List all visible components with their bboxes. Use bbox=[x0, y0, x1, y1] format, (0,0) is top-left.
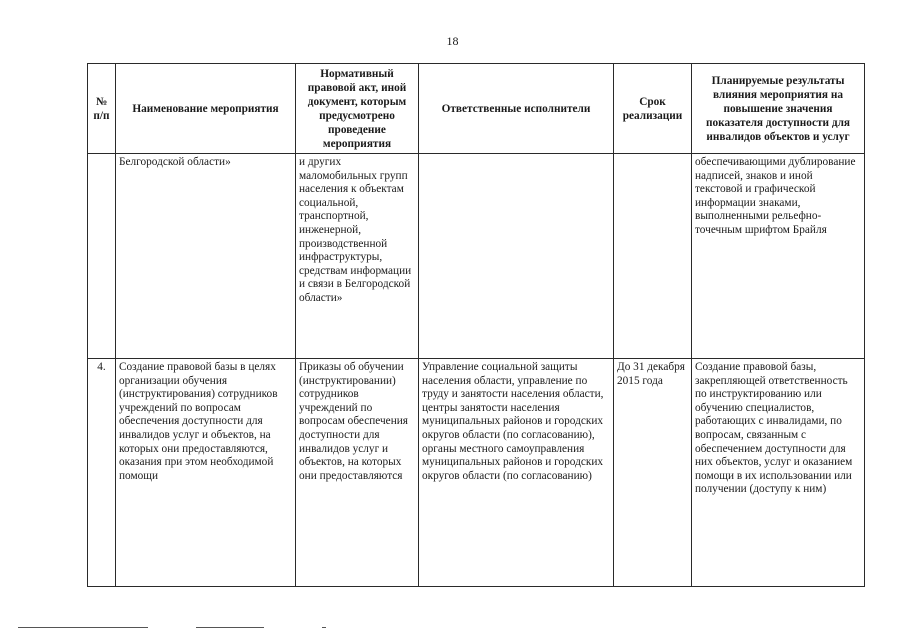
cell-results: обеспечивающими дублирование надписей, знаков и иной текстовой и графической информации знаками, выполненными рельефно-точечным шрифтом Брайля bbox=[692, 154, 865, 359]
cell-results: Создание правовой базы, закрепляющей ответственность по инструктированию или обучению специалистов, работающих с инвалидами, по вопросам, связанным с обеспечением доступности для них объектов, услуг и оказанием помощи в их использовании или получении (доступу к ним) bbox=[692, 359, 865, 587]
table-row bbox=[88, 359, 865, 587]
cell-executors: Управление социальной защиты населения области, управление по труду и занятости населения области, центры занятости населения муниципальных районов и городских округов области (по согласованию), органы местного самоуправления муниципальных районов и городских округов области (по согласованию) bbox=[419, 359, 614, 587]
activities-table bbox=[87, 63, 865, 587]
cell-name: Белгородской области» bbox=[116, 154, 296, 359]
scan-artifact-line bbox=[196, 627, 264, 628]
table-row bbox=[88, 154, 865, 359]
cell-normative-act: Приказы об обучении (инструктировании) сотрудников учреждений по вопросам обеспечения доступности для инвалидов услуг и объектов, на которых они предоставляются bbox=[296, 359, 419, 587]
header-deadline: Срок реализации bbox=[614, 64, 692, 154]
cell-name: Создание правовой базы в целях организации обучения (инструктирования) сотрудников учреждений по вопросам обеспечения доступности для инвалидов услуг и объектов, на которых они предоставляются, оказания при этом необходимой помощи bbox=[116, 359, 296, 587]
cell-deadline: До 31 декабря 2015 года bbox=[614, 359, 692, 587]
header-results: Планируемые результаты влияния мероприятия на повышение значения показателя доступности для инвалидов объектов и услуг bbox=[692, 64, 865, 154]
cell-deadline bbox=[614, 154, 692, 359]
table-header-row bbox=[88, 64, 865, 154]
header-name: Наименование мероприятия bbox=[116, 64, 296, 154]
page-number: 18 bbox=[446, 34, 459, 48]
header-num: № п/п bbox=[88, 64, 116, 154]
header-executors: Ответственные исполнители bbox=[419, 64, 614, 154]
cell-executors bbox=[419, 154, 614, 359]
scan-artifact-line bbox=[18, 627, 148, 628]
scan-artifact-line bbox=[322, 627, 326, 628]
cell-normative-act: и других маломобильных групп населения к объектам социальной, транспортной, инженерной, производственной инфраструктуры, средствам информации и связи в Белгородской области» bbox=[296, 154, 419, 359]
cell-num: 4. bbox=[88, 359, 116, 587]
cell-num bbox=[88, 154, 116, 359]
header-normative-act: Нормативный правовой акт, иной документ, которым предусмотрено проведение мероприятия bbox=[296, 64, 419, 154]
